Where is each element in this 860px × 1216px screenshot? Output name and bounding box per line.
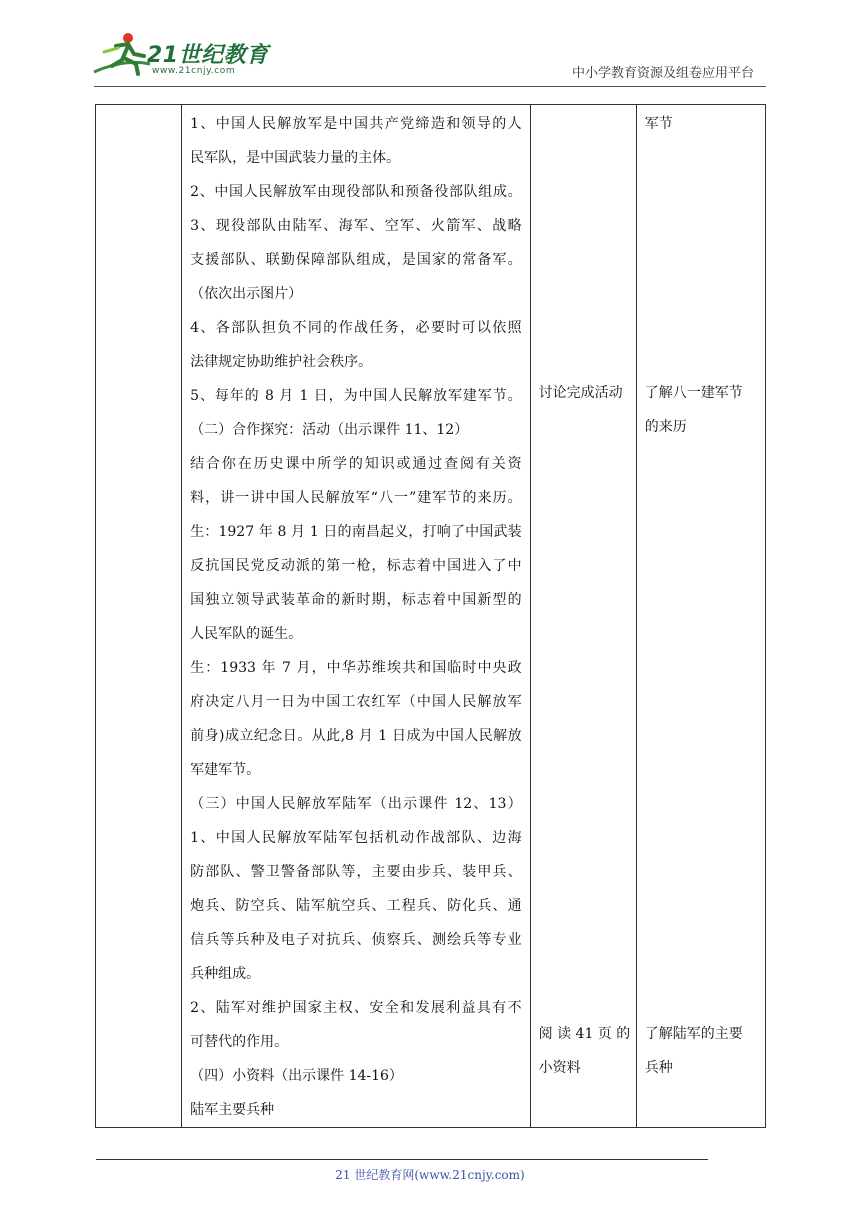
content-line: 陆军主要兵种	[190, 1102, 275, 1118]
content-line: 人民军队的诞生。	[190, 626, 303, 642]
content-line: （二）合作探究：活动（出示课件 11、12）	[190, 422, 469, 438]
student-activity-cell	[530, 105, 636, 1128]
content-line: 2、陆军对维护国家主权、安全和发展利益具有不	[190, 1000, 522, 1016]
design-intent-cell	[636, 105, 765, 1128]
content-line: 1、中国人民解放军陆军包括机动作战部队、边海	[190, 830, 522, 846]
footer-text: 21 世纪教育网(www.21cnjy.com)	[335, 1168, 525, 1182]
content-line: 结合你在历史课中所学的知识或通过查阅有关资	[190, 456, 522, 472]
content-line: （三）中国人民解放军陆军（出示课件 12、13）	[190, 796, 522, 812]
content-line: 前身)成立纪念日。从此,8 月 1 日成为中国人民解放	[190, 728, 522, 744]
content-line: 2、中国人民解放军由现役部队和预备役部队组成。	[190, 184, 522, 200]
teaching-content-cell	[182, 105, 531, 1128]
logo-text: 21世纪教育	[147, 43, 269, 68]
platform-title: 中小学教育资源及组卷应用平台	[571, 66, 754, 81]
content-line: 府决定八月一日为中国工农红军（中国人民解放军	[190, 694, 522, 710]
intent-item: 了解八一建军节	[644, 385, 743, 401]
lesson-table	[95, 104, 766, 1128]
content-line: 5、每年的 8 月 1 日，为中国人民解放军建军节。	[190, 388, 522, 404]
content-line: 防部队、警卫警备部队等，主要由步兵、装甲兵、	[190, 864, 522, 880]
content-line: 民军队，是中国武装力量的主体。	[190, 150, 401, 166]
design-intent	[637, 105, 765, 1115]
intent-item: 的来历	[644, 419, 687, 435]
content-line: 军建军节。	[190, 762, 261, 778]
content-line: 1、中国人民解放军是中国共产党缔造和领导的人	[190, 116, 522, 132]
content-line: 反抗国民党反动派的第一枪，标志着中国进入了中	[190, 558, 522, 574]
content-line: 生：1927 年 8 月 1 日的南昌起义，打响了中国武装	[190, 524, 522, 540]
content-line: 生：1933 年 7 月，中华苏维埃共和国临时中央政	[190, 660, 522, 676]
content-line: 料，讲一讲中国人民解放军“八一”建军节的来历。	[190, 490, 522, 506]
activity-item: 小资料	[538, 1060, 581, 1076]
table-row	[96, 105, 766, 1128]
content-line: 兵种组成。	[190, 966, 261, 982]
logo-url: www.21cnjy.com	[152, 66, 236, 76]
content-line: 支援部队、联勤保障部队组成，是国家的常备军。	[190, 252, 522, 268]
content-line: 信兵等兵种及电子对抗兵、侦察兵、测绘兵等专业	[190, 932, 522, 948]
intent-item: 兵种	[644, 1060, 673, 1076]
page-header	[0, 0, 860, 90]
content-line: （四）小资料（出示课件 14-16）	[190, 1068, 403, 1084]
activity-item: 讨论完成活动	[538, 385, 623, 401]
content-line: 可替代的作用。	[190, 1034, 289, 1050]
content-line: 炮兵、防空兵、陆军航空兵、工程兵、防化兵、通	[190, 898, 522, 914]
content-line: 3、现役部队由陆军、海军、空军、火箭军、战略	[190, 218, 522, 234]
teaching-content	[190, 107, 522, 1127]
header-divider	[94, 86, 766, 87]
content-line: 国独立领导武装革命的新时期，标志着中国新型的	[190, 592, 522, 608]
intent-item: 军节	[644, 116, 673, 132]
content-line: 4、各部队担负不同的作战任务，必要时可以依照	[190, 320, 522, 336]
table-cell-empty	[96, 105, 182, 1128]
content-line: （依次出示图片）	[190, 286, 303, 302]
activity-item: 阅 读 41 页 的	[538, 1026, 631, 1042]
student-activity	[531, 105, 636, 1115]
intent-item: 了解陆军的主要	[644, 1026, 743, 1042]
content-line: 法律规定协助维护社会秩序。	[190, 354, 373, 370]
footer-divider	[96, 1159, 708, 1160]
